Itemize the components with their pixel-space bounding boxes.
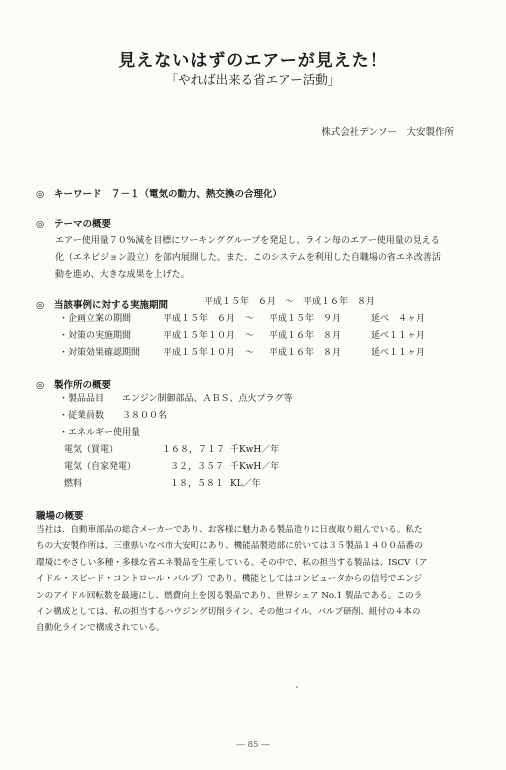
energy-row-unit: 千KwH／年 <box>230 445 280 455</box>
theme-line: エアー使用量７０%減を目標にワーキンググループを発足し、ライン毎のエアー使用量の見える <box>55 236 440 246</box>
workplace-heading: 職場の概要 <box>36 511 84 522</box>
period-row <box>59 345 479 362</box>
factory-products: ・製品品目 エンジン制御部品、ＡＢＳ、点火プラグ等 <box>59 394 293 404</box>
page-title: 見えないはずのエアーが見えた！ <box>118 51 388 71</box>
workplace-line: 自動化ラインで構成されている。 <box>36 623 165 634</box>
theme-line: 化（エネビジョン設立）を部内展開した。また、このシステムを利用した自職場の省エネ改善活 <box>55 253 441 263</box>
workplace-line: 当社は、自動車部品の総合メーカーであり、お客様に魅力ある製品造りに日夜取り組んでいる。私た <box>36 525 423 535</box>
factory-heading <box>36 377 111 391</box>
company-name: 株式会社デンソー 大安製作所 <box>321 127 454 138</box>
period-row-label: ・対策効果確認期間 <box>59 348 141 358</box>
energy-row-label: 電気（買電） <box>64 445 119 455</box>
energy-row-value: １８，５８１ <box>170 479 225 489</box>
period-row-to: 平成１６年 ８月 <box>269 331 342 341</box>
period-main-range: 平成１５年 ６月 ～ 平成１６年 ８月 <box>204 297 376 307</box>
period-row-sep: ～ <box>245 331 255 341</box>
period-heading <box>36 297 168 311</box>
factory-energy-label: ・エネルギー使用量 <box>59 428 141 438</box>
theme-heading-text: テーマの概要 <box>54 219 112 230</box>
theme-heading <box>36 216 111 230</box>
period-row <box>59 311 479 328</box>
energy-table <box>64 442 324 493</box>
period-heading-text: 当該事例に対する実施期間 <box>54 300 169 311</box>
keyword-mark: ◎ <box>36 189 45 200</box>
energy-row <box>64 459 324 476</box>
period-row-from: 平成１５年１０月 <box>163 331 236 341</box>
period-row-sep: ～ <box>245 348 255 358</box>
period-mark: ◎ <box>36 300 45 311</box>
scan-speck <box>296 686 298 688</box>
workplace-body <box>36 522 427 637</box>
period-row-to: 平成１６年 ８月 <box>269 348 342 358</box>
period-row-from: 平成１５年 ６月 <box>163 314 236 324</box>
page-number: ― 85 ― <box>236 740 270 750</box>
theme-line: 動を進め、大きな成果を上げた。 <box>55 270 190 280</box>
energy-row <box>64 442 324 459</box>
period-row-total: 延べ１１ヶ月 <box>371 348 426 358</box>
energy-row-unit: KL／年 <box>230 479 261 489</box>
factory-heading-text: 製作所の概要 <box>54 380 112 391</box>
factory-mark: ◎ <box>36 380 45 391</box>
workplace-line: ンのアイドル回転数を最適にし、燃費向上を図る製品であり、世界シェア No.1 製品である。このラ <box>36 590 423 601</box>
period-row-to: 平成１５年 ９月 <box>269 314 342 324</box>
period-row-from: 平成１５年１０月 <box>163 348 236 358</box>
workplace-line: 環境にやさしい多種・多様な省エネ製品を生産している。その中で、私の担当する製品は、ISCV（ア <box>36 557 428 568</box>
workplace-line: イドル・スピード・コントロール・バルブ）であり、機能としてはコンピュータからの信号でエンジ <box>36 574 423 585</box>
period-row-sep: ～ <box>245 314 255 324</box>
period-row-total: 延べ１１ヶ月 <box>371 331 426 341</box>
energy-row-value: ３２，３５７ <box>170 462 225 472</box>
theme-mark: ◎ <box>36 219 45 230</box>
energy-row-label: 電気（自家発電） <box>64 462 137 472</box>
period-table <box>59 311 479 362</box>
period-row-total: 延べ ４ヶ月 <box>371 314 426 324</box>
energy-row <box>64 476 324 493</box>
period-row-label: ・対策の実施期間 <box>59 331 132 341</box>
factory-employees: ・従業員数 ３８００名 <box>59 411 168 421</box>
keyword-label: キーワード ７－１（電気の動力、熱交換の合理化） <box>54 189 283 200</box>
energy-row-unit: 千KwH／年 <box>230 462 280 472</box>
workplace-line: イン構成としては、私の担当するハウジング切削ライン、その他コイル、バルブ研削、組付の４本の <box>36 607 421 618</box>
energy-row-label: 燃料 <box>64 479 83 489</box>
period-row-label: ・企画立案の期間 <box>59 314 132 324</box>
period-row <box>59 328 479 345</box>
page-subtitle: 「やれば出来る省エアー活動」 <box>165 72 341 87</box>
keyword-section <box>36 186 282 200</box>
workplace-line: ちの大安製作所は、三重県いなべ市大安町にあり、機能品製造部に於いては３５製品１４００品番の <box>36 541 423 552</box>
theme-body <box>55 233 441 284</box>
energy-row-value: １６８，７１７ <box>162 445 226 455</box>
